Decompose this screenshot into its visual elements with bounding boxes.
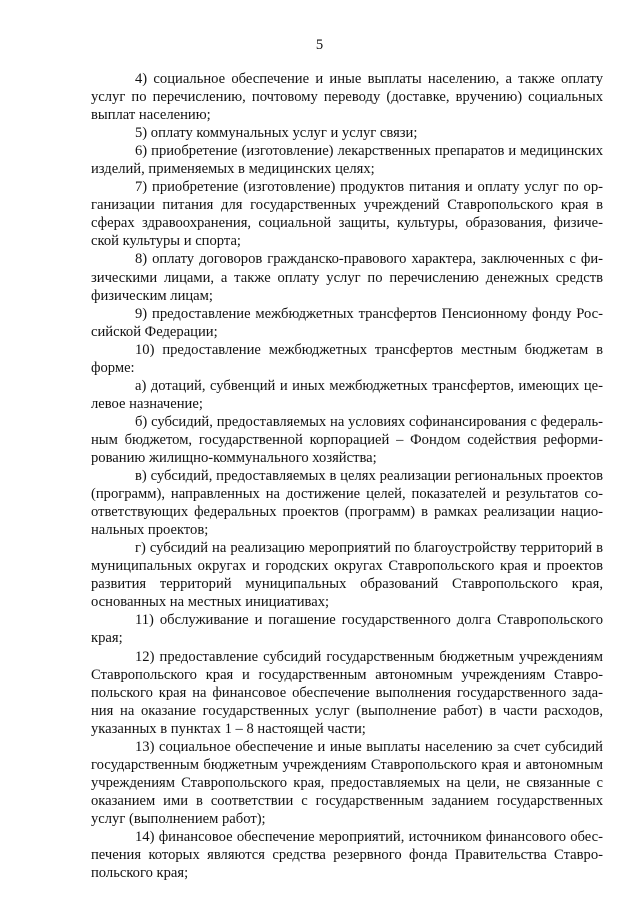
paragraph-12: 12) предоставление субсидий государственным бюджетным учреждениям Ставропольского края и государственным автономным учреждениям Ставропольского края на финансовое обеспечение выполнения государственного задания на оказание государственных услуг (выполнение работ) в части расходов, указанных в пунктах 1 – 8 настоящей части; bbox=[91, 648, 603, 737]
paragraph-5: 5) оплату коммунальных услуг и услуг связи; bbox=[135, 125, 418, 142]
paragraph-8: 8) оплату договоров гражданско-правового характера, заключенных с физическими лицами, а также оплату услуг по перечислению денежных средств физическим лицам; bbox=[91, 251, 603, 304]
paragraph-13: 13) социальное обеспечение и иные выплаты населению за счет субсидий государственным бюджетным учреждениям Ставропольского края и автономным учреждениям Ставропольского края, предоставляемых на цели, не связанные с оказанием ими в соответствии с государственным заданием государственных услуг (выполнением работ); bbox=[91, 738, 603, 827]
document-body bbox=[91, 70, 603, 882]
paragraph-10a: а) дотаций, субвенций и иных межбюджетных трансфертов, имеющих целевое назначение; bbox=[91, 377, 603, 412]
paragraph-6: 6) приобретение (изготовление) лекарственных препаратов и медицинских изделий, применяемых в медицинских целях; bbox=[91, 143, 603, 178]
paragraph-4: 4) социальное обеспечение и иные выплаты населению, а также оплату услуг по перечислению, почтовому переводу (доставке, вручению) социальных выплат населению; bbox=[91, 71, 603, 124]
paragraph-10g: г) субсидий на реализацию мероприятий по благоустройству территорий в муниципальных округах и городских округах Ставропольского края и проектов развития территорий муниципальных образований Ставропольского края, основанных на местных инициативах; bbox=[91, 540, 603, 611]
paragraph-10: 10) предоставление межбюджетных трансфертов местным бюджетам в форме: bbox=[91, 341, 603, 376]
paragraph-14: 14) финансовое обеспечение мероприятий, источником финансового обеспечения которых являются средства резервного фонда Правительства Ставропольского края; bbox=[91, 828, 603, 882]
page-number: 5 bbox=[315, 37, 324, 53]
paragraph-7: 7) приобретение (изготовление) продуктов питания и оплату услуг по организации питания для государственных учреждений Ставропольского края в сферах здравоохранения, социальной защиты, культуры, образования, физической культуры и спорта; bbox=[91, 179, 603, 250]
paragraph-10v: в) субсидий, предоставляемых в целях реализации региональных проектов (программ), направленных на достижение целей, показателей и результатов соответствующих федеральных проектов (программ) в рамках реализации национальных проектов; bbox=[91, 468, 603, 539]
paragraph-9: 9) предоставление межбюджетных трансфертов Пенсионному фонду Российской Федерации; bbox=[91, 305, 603, 340]
paragraph-11: 11) обслуживание и погашение государственного долга Ставропольского края; bbox=[91, 612, 603, 647]
paragraph-10b: б) субсидий, предоставляемых на условиях софинансирования с федеральным бюджетом, государственной корпорацией – Фондом содействия реформированию жилищно-коммунального хозяйства; bbox=[91, 413, 603, 466]
